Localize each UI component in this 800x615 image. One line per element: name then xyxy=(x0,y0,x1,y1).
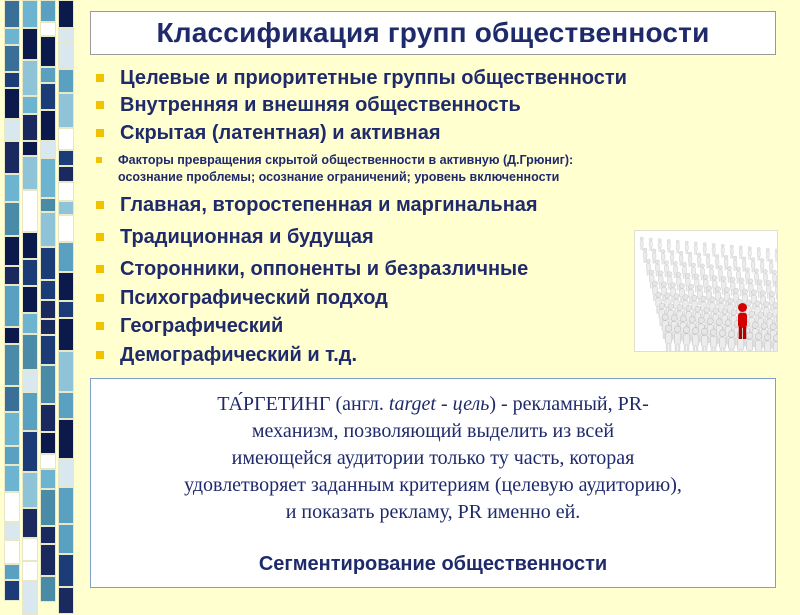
list-item xyxy=(96,121,441,145)
decorative-tile xyxy=(4,465,20,492)
list-item xyxy=(96,257,528,281)
decorative-tile xyxy=(4,580,20,601)
decorative-tile xyxy=(58,318,74,351)
decorative-tile xyxy=(58,524,74,554)
decorative-tile xyxy=(40,212,56,247)
decorative-tile xyxy=(40,454,56,469)
decorative-tile xyxy=(4,412,20,446)
decorative-tile xyxy=(22,190,38,232)
decorative-tile xyxy=(4,492,20,522)
decorative-tile xyxy=(4,446,20,465)
decorative-tile xyxy=(40,544,56,576)
decorative-tile xyxy=(22,114,38,141)
decorative-tile xyxy=(22,286,38,313)
bullet-marker xyxy=(96,74,104,82)
decorative-tile xyxy=(4,540,20,564)
decorative-tile xyxy=(22,581,38,615)
decorative-tile xyxy=(58,351,74,392)
decorative-tile xyxy=(58,587,74,614)
decorative-tile xyxy=(4,174,20,202)
title-box xyxy=(90,11,776,55)
decorative-tile xyxy=(58,554,74,587)
decorative-tile xyxy=(40,110,56,141)
bullet-marker xyxy=(96,294,104,302)
segmentation-heading: Сегментирование общественности xyxy=(91,553,775,576)
decorative-tile xyxy=(58,301,74,318)
definition-line: удовлетворяет заданным критериям (целевую аудиторию), xyxy=(91,472,775,499)
bullet-marker xyxy=(96,233,104,241)
bullet-marker xyxy=(96,101,104,109)
list-item-text: Внутренняя и внешняя общественность xyxy=(120,93,521,117)
decorative-tile xyxy=(40,365,56,404)
decorative-tile xyxy=(22,313,38,334)
decorative-tile xyxy=(58,215,74,242)
decorative-tile xyxy=(40,469,56,489)
decorative-tile xyxy=(4,28,20,45)
decorative-tile xyxy=(40,526,56,544)
list-item-text: Главная, второстепенная и маргинальная xyxy=(120,193,538,217)
definition-fragment: (англ. xyxy=(331,393,389,415)
list-item xyxy=(96,66,627,90)
decorative-tile xyxy=(40,36,56,67)
decorative-tile xyxy=(58,419,74,459)
decorative-tile xyxy=(58,392,74,419)
decorative-tile xyxy=(22,96,38,114)
decorative-tile xyxy=(4,141,20,174)
bullet-marker xyxy=(96,265,104,273)
list-item xyxy=(96,193,538,217)
decorative-tile xyxy=(22,60,38,96)
decorative-tile xyxy=(4,327,20,344)
list-item-text-continued: осознание проблемы; осознание ограничений; уровень включенности xyxy=(118,169,573,186)
decorative-tile xyxy=(22,334,38,370)
list-item xyxy=(96,286,388,310)
definition-line: механизм, позволяющий выделить из всей xyxy=(91,418,775,445)
decorative-tile xyxy=(4,0,20,28)
definition-fragment: ) - рекламный, PR- xyxy=(489,393,648,415)
crowd-illustration xyxy=(634,230,778,352)
decorative-tile xyxy=(40,280,56,300)
decorative-tile xyxy=(40,83,56,110)
decorative-tile xyxy=(40,576,56,602)
decorative-tile xyxy=(22,561,38,581)
list-item-text: Сторонники, оппоненты и безразличные xyxy=(120,257,528,281)
list-item xyxy=(96,314,283,338)
decorative-tile-strip xyxy=(0,0,90,600)
decorative-tile xyxy=(40,198,56,212)
decorative-tile xyxy=(4,236,20,266)
decorative-tile xyxy=(58,28,74,42)
decorative-tile xyxy=(4,266,20,285)
decorative-tile xyxy=(58,182,74,201)
definition-fragment: - xyxy=(436,393,453,415)
bullet-marker xyxy=(96,129,104,137)
decorative-tile xyxy=(40,22,56,36)
definition-line: и показать рекламу, PR именно ей. xyxy=(91,499,775,526)
decorative-tile xyxy=(22,431,38,472)
page-title: Классификация групп общественности xyxy=(156,17,709,49)
list-item-text: Психографический подход xyxy=(120,286,388,310)
decorative-tile xyxy=(58,201,74,215)
decorative-tile xyxy=(4,45,20,72)
decorative-tile xyxy=(4,72,20,88)
term: ТА́РГЕТИНГ xyxy=(217,393,330,415)
decorative-tile xyxy=(22,370,38,392)
decorative-tile xyxy=(4,119,20,141)
decorative-tile xyxy=(40,319,56,335)
decorative-tile xyxy=(22,392,38,431)
list-item xyxy=(96,93,521,117)
decorative-tile xyxy=(40,404,56,432)
decorative-tile xyxy=(58,459,74,487)
decorative-tile xyxy=(22,538,38,561)
decorative-tile xyxy=(58,42,74,69)
decorative-tile xyxy=(58,242,74,272)
decorative-tile xyxy=(22,0,38,28)
list-item-text: Скрытая (латентная) и активная xyxy=(120,121,441,145)
decorative-tile xyxy=(58,0,74,28)
decorative-tile xyxy=(22,28,38,60)
decorative-tile xyxy=(4,522,20,540)
decorative-tile xyxy=(40,67,56,83)
definition-line: имеющейся аудитории только ту часть, которая xyxy=(91,445,775,472)
russian-word: цель xyxy=(453,393,490,415)
decorative-tile xyxy=(40,335,56,365)
bullet-marker xyxy=(96,157,102,163)
decorative-tile xyxy=(22,472,38,508)
decorative-tile xyxy=(4,344,20,386)
decorative-tile xyxy=(40,300,56,319)
list-item-text: Традиционная и будущая xyxy=(120,225,374,249)
list-item xyxy=(96,152,573,186)
crowd-of-people-icon xyxy=(635,231,778,352)
decorative-tile xyxy=(22,141,38,156)
decorative-tile xyxy=(4,285,20,327)
definition-text xyxy=(91,391,775,526)
decorative-tile xyxy=(4,202,20,236)
decorative-tile xyxy=(58,93,74,128)
english-word: target xyxy=(389,393,436,415)
decorative-tile xyxy=(4,386,20,412)
decorative-tile xyxy=(58,272,74,301)
decorative-tile xyxy=(58,150,74,166)
decorative-tile xyxy=(40,158,56,198)
decorative-tile xyxy=(58,487,74,524)
decorative-tile xyxy=(22,232,38,259)
decorative-tile xyxy=(22,508,38,538)
bullet-marker xyxy=(96,351,104,359)
decorative-tile xyxy=(22,156,38,190)
decorative-tile xyxy=(58,128,74,150)
decorative-tile xyxy=(40,141,56,158)
decorative-tile xyxy=(40,432,56,454)
decorative-tile xyxy=(4,564,20,580)
decorative-tile xyxy=(58,69,74,93)
definition-box xyxy=(90,378,776,588)
list-item-text: Географический xyxy=(120,314,283,338)
decorative-tile xyxy=(40,247,56,280)
decorative-tile xyxy=(40,489,56,526)
decorative-tile xyxy=(58,166,74,182)
list-item-text: Целевые и приоритетные группы общественности xyxy=(120,66,627,90)
decorative-tile xyxy=(22,259,38,286)
bullet-marker xyxy=(96,322,104,330)
list-item-text: Демографический и т.д. xyxy=(120,343,357,367)
list-item-text: Факторы превращения скрытой общественности в активную (Д.Грюниг): xyxy=(118,152,573,169)
decorative-tile xyxy=(4,88,20,119)
decorative-tile xyxy=(40,0,56,22)
list-item xyxy=(96,343,357,367)
list-item xyxy=(96,225,374,249)
bullet-marker xyxy=(96,201,104,209)
